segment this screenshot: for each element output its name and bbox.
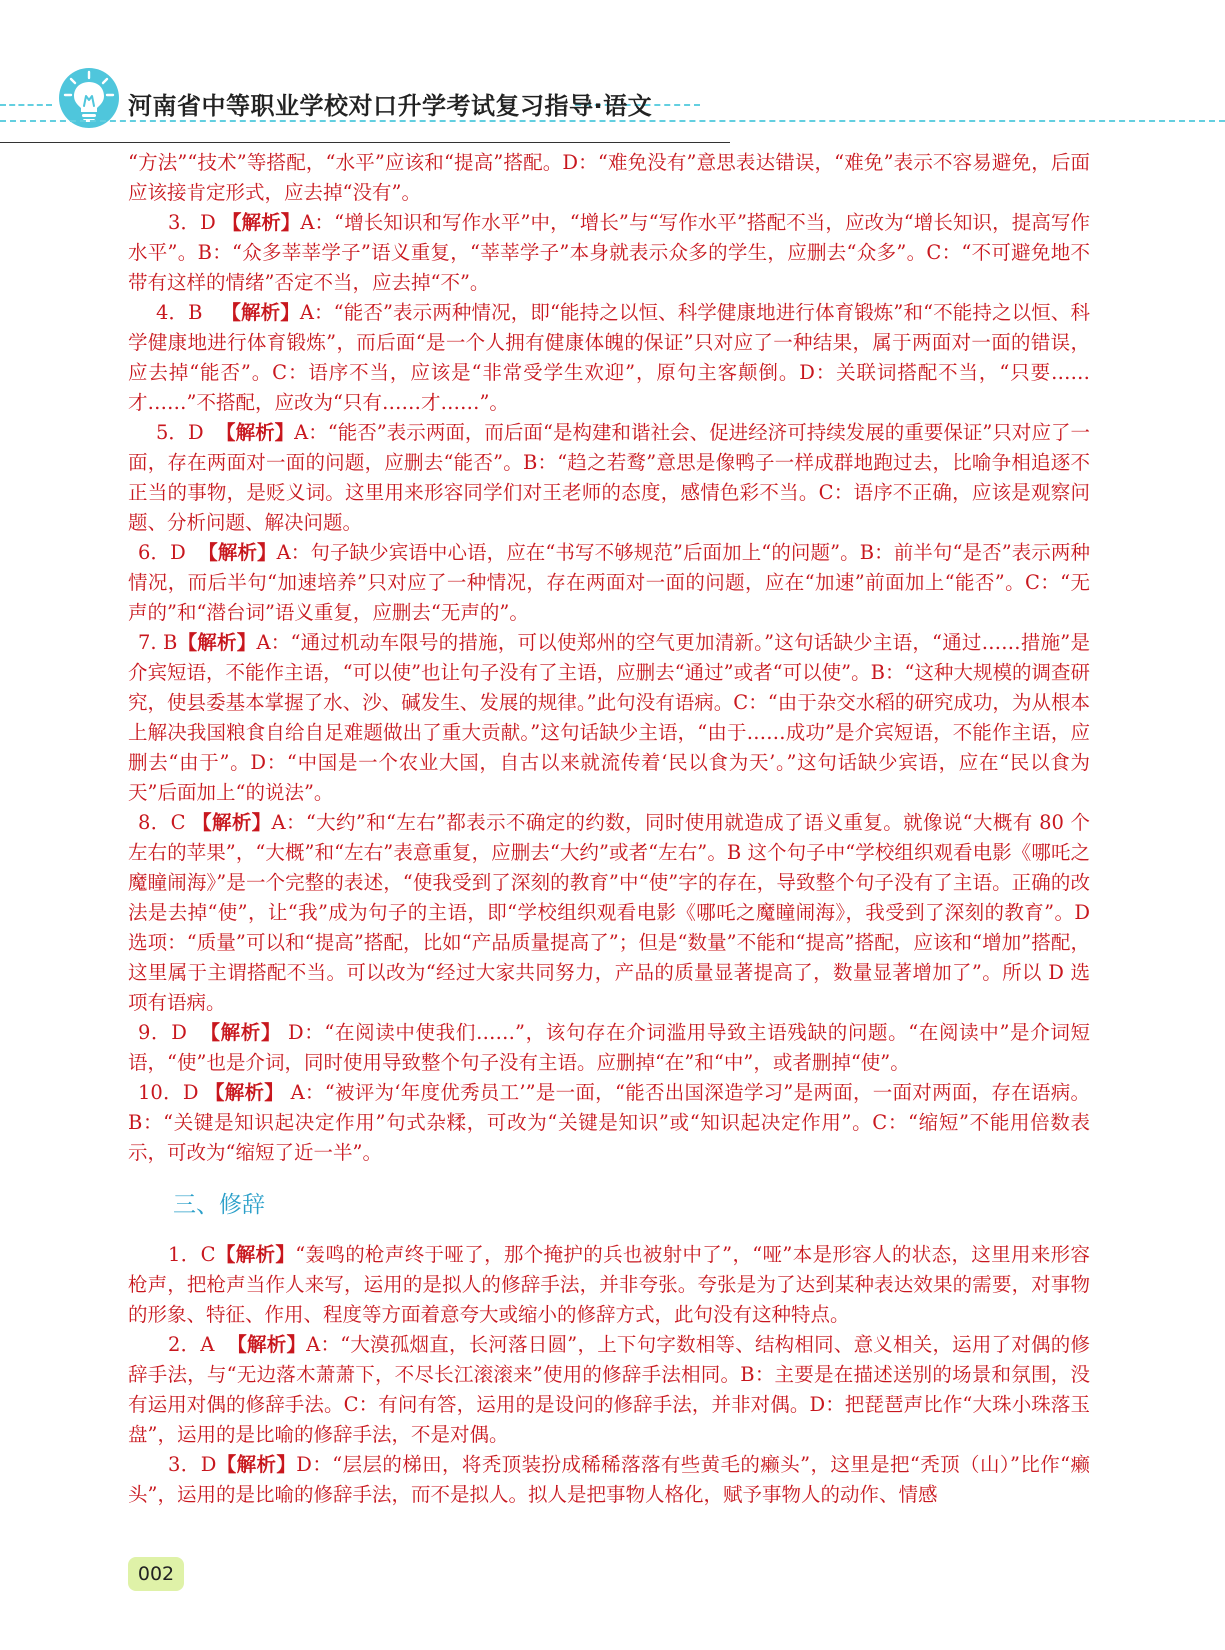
analysis-tag: 【解析】 xyxy=(227,1333,307,1356)
analysis-tag: 【解析】 xyxy=(204,1081,285,1104)
answer-item-10 xyxy=(128,1078,1090,1168)
answer-number: 10．D xyxy=(138,1081,199,1104)
answer-text: A：“被评为‘年度优秀员工’”是一面，“能否出国深造学习”是两面，一面对两面，存在语病。B：“关键是知识起决定作用”句式杂糅，可改为“关键是知识”或“知识起决定作用”。C：“缩短”不能用倍数表示，可改为“缩短了近一半”。 xyxy=(128,1081,1090,1164)
answer-text: A：“能否”表示两种情况，即“能持之以恒、科学健康地进行体育锻炼”和“不能持之以恒、科学健康地进行体育锻炼”，而后面“是一个人拥有健康体魄的保证”只对应了一种结果，属于两面对一面的错误，应去掉“能否”。C：语序不当，应该是“非常受学生欢迎”，原句主客颠倒。D：关联词搭配不当，“只要……才……”不搭配，应改为“只有……才……”。 xyxy=(128,301,1090,414)
answer-item-6 xyxy=(128,538,1090,628)
continued-paragraph: “方法”“技术”等搭配，“水平”应该和“提高”搭配。D：“难免没有”意思表达错误，“难免”表示不容易避免，后面应该接肯定形式，应去掉“没有”。 xyxy=(128,151,1090,204)
answer-text: A：“能否”表示两面，而后面“是构建和谐社会、促进经济可持续发展的重要保证”只对应了一面，存在两面对一面的问题，应删去“能否”。B：“趋之若鹜”意思是像鸭子一样成群地跑过去，比喻争相追逐不正当的事物，是贬义词。这里用来形容同学们对王老师的态度，感情色彩不当。C：语序不正确，应该是观察问题、分析问题、解决问题。 xyxy=(128,421,1090,534)
analysis-tag: 【解析】 xyxy=(198,541,277,564)
answer-text: A：“大漠孤烟直，长河落日圆”，上下句字数相等、结构相同、意义相关，运用了对偶的修辞手法，与“无边落木萧萧下，不尽长江滚滚来”使用的修辞手法相同。B：主要是在描述送别的场景和氛围，没有运用对偶的修辞手法。C：有问有答，运用的是设问的修辞手法，并非对偶。D：把琵琶声比作“大珠小珠落玉盘”，运用的是比喻的修辞手法，不是对偶。 xyxy=(128,1333,1090,1446)
rhetoric-answer-1 xyxy=(128,1240,1090,1330)
analysis-tag: 【解析】 xyxy=(215,1243,296,1266)
answer-text: A：“增长知识和写作水平”中，“增长”与“写作水平”搭配不当，应改为“增长知识，提高写作水平”。B：“众多莘莘学子”语义重复，“莘莘学子”本身就表示众多的学生，应删去“众多”。C：“不可避免地不带有这样的情绪”否定不当，应去掉“不”。 xyxy=(128,211,1090,294)
answer-item-8 xyxy=(128,808,1090,1018)
answer-text: A：“大约”和“左右”都表示不确定的约数，同时使用就造成了语义重复。就像说“大概有 80 个左右的苹果”，“大概”和“左右”表意重复，应删去“大约”或者“左右”。B 这个句子中“学校组织观看电影《哪吒之魔瞳闹海》”是一个完整的表述，“使我受到了深刻的教育”中“使”字的存在，导致整个句子没有了主语。正确的改法是去掉“使”，让“我”成为句子的主语，即“学校组织观看电影《哪吒之魔瞳闹海》，我受到了深刻的教育”。D 选项：“质量”可以和“提高”搭配，比如“产品质量提高了”；但是“数量”不能和“提高”搭配，应该和“增加”搭配，这里属于主谓搭配不当。可以改为“经过大家共同努力，产品的质量显著提高了，数量显著增加了”。所以 D 选项有语病。 xyxy=(128,811,1091,1014)
answer-number: 2．A xyxy=(168,1333,215,1356)
answer-number: 6．D xyxy=(138,541,186,564)
answer-number: 3．D xyxy=(168,1453,217,1476)
page-header xyxy=(0,0,1225,150)
analysis-tag: 【解析】 xyxy=(221,301,300,324)
answer-item-7 xyxy=(128,628,1090,808)
analysis-tag: 【解析】 xyxy=(177,631,257,654)
answer-text: A：“通过机动车限号的措施，可以使郑州的空气更加清新。”这句话缺少主语，“通过……措施”是介宾短语，不能作主语，“可以使”也让句子没有了主语，应删去“通过”或者“可以使”。B：“这种大规模的调查研究，使县委基本掌握了水、沙、碱发生、发展的规律。”此句没有语病。C：“由于杂交水稻的研究成功，为从根本上解决我国粮食自给自足难题做出了重大贡献。”这句话缺少主语，“由于……成功”是介宾短语，不能作主语，应删去“由于”。D：“中国是一个农业大国，自古以来就流传着‘民以食为天’。”这句话缺少宾语，应在“民以食为天”后面加上“的说法”。 xyxy=(128,631,1090,804)
header-title: 河南省中等职业学校对口升学考试复习指导·语文 xyxy=(128,92,653,120)
answer-number: 1．C xyxy=(168,1243,216,1266)
answer-number: 3．D xyxy=(168,211,216,234)
answer-number: 9．D xyxy=(138,1021,187,1044)
section-title-rhetoric: 三、修辞 xyxy=(173,1192,265,1218)
header-dash-top xyxy=(0,104,52,106)
answer-text: A：句子缺少宾语中心语，应在“书写不够规范”后面加上“的问题”。B：前半句“是否”表示两种情况，而后半句“加速培养”只对应了一种情况，存在两面对一面的问题，应在“加速”前面加上“能否”。C：“无声的”和“潜台词”语义重复，应删去“无声的”。 xyxy=(128,541,1090,624)
answer-item-9 xyxy=(128,1018,1090,1078)
analysis-tag: 【解析】 xyxy=(192,811,272,834)
answer-number: 5．D xyxy=(156,421,204,444)
answer-number: 7. B xyxy=(138,631,178,654)
rhetoric-answer-3 xyxy=(128,1450,1090,1510)
header-rule xyxy=(0,142,730,143)
answer-text: D：“在阅读中使我们……”，该句存在介词滥用导致主语残缺的问题。“在阅读中”是介词短语，“使”也是介词，同时使用导致整个句子没有主语。应删掉“在”和“中”，或者删掉“使”。 xyxy=(128,1021,1090,1074)
answer-item-4 xyxy=(128,298,1090,418)
answer-text: D：“层层的梯田，将秃顶装扮成稀稀落落有些黄毛的癞头”，这里是把“秃顶（山）”比作“癞头”，运用的是比喻的修辞手法，而不是拟人。拟人是把事物人格化，赋予事物人的动作、情感 xyxy=(128,1453,1090,1506)
analysis-tag: 【解析】 xyxy=(216,1453,297,1476)
rhetoric-answer-2 xyxy=(128,1330,1090,1450)
analysis-tag: 【解析】 xyxy=(222,211,301,234)
analysis-tag: 【解析】 xyxy=(216,421,295,444)
answer-text: “轰鸣的枪声终于哑了，那个掩护的兵也被射中了”，“哑”本是形容人的状态，这里用来形容枪声，把枪声当作人来写，运用的是拟人的修辞手法，并非夸张。夸张是为了达到某种表达效果的需要，对事物的形象、特征、作用、程度等方面着意夸大或缩小的修辞方式，此句没有这种特点。 xyxy=(128,1243,1090,1326)
answer-content xyxy=(128,148,1090,1510)
answer-item-3 xyxy=(128,208,1090,298)
answer-item-5 xyxy=(128,418,1090,538)
analysis-tag: 【解析】 xyxy=(200,1021,282,1044)
answer-number: 4．B xyxy=(156,301,203,324)
page-number: 002 xyxy=(128,1557,184,1591)
answer-number: 8．C xyxy=(138,811,186,834)
